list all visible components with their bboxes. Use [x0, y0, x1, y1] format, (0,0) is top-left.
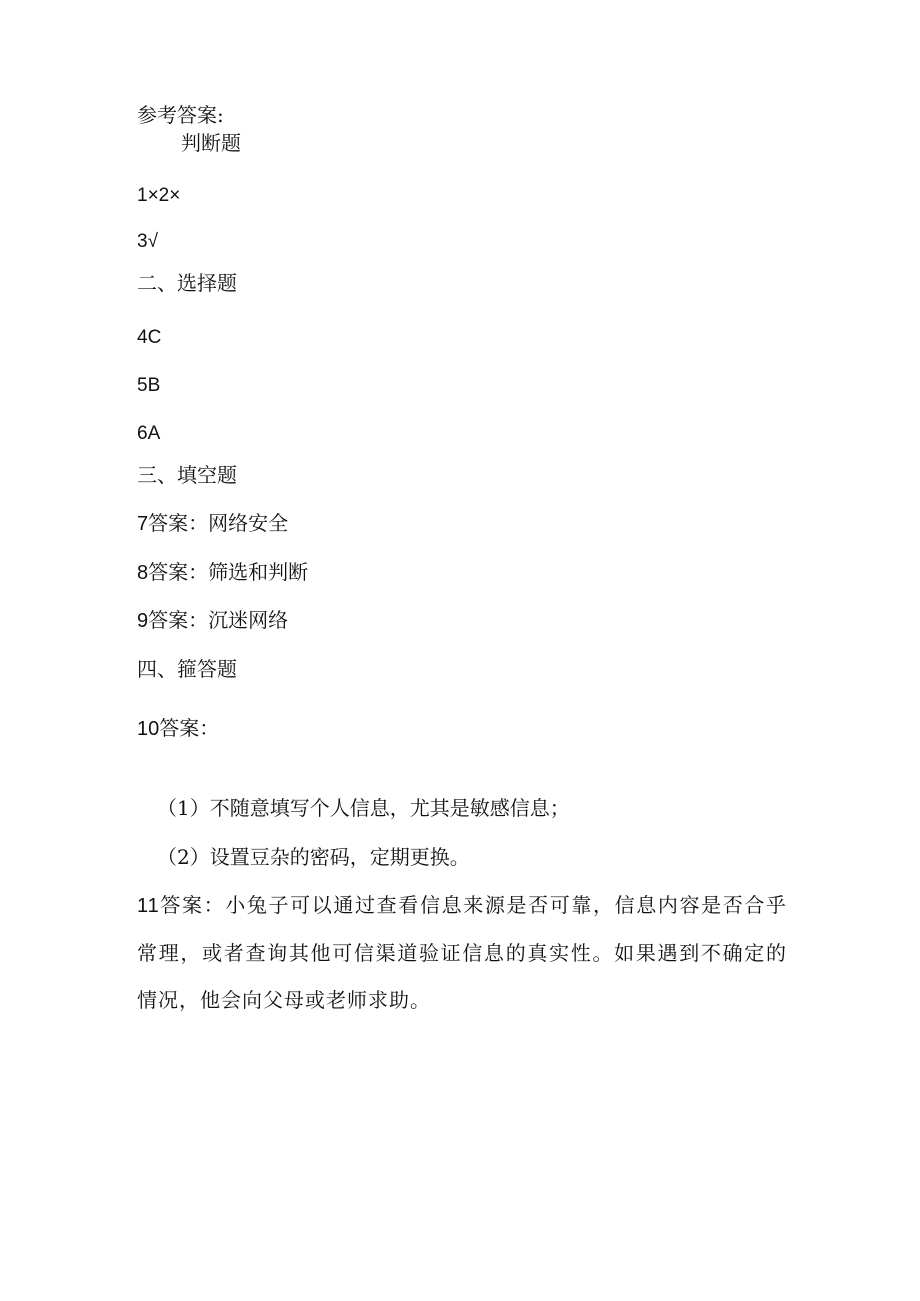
item-text: 设置豆杂的密码，定期更换。 — [209, 845, 470, 869]
answer-fill-9 — [137, 608, 288, 633]
section-heading-fill: 三、填空题 — [137, 463, 237, 487]
answer-short-10-label — [137, 716, 219, 741]
item-marker: （2） — [157, 845, 210, 869]
section-heading-choice: 二、选择题 — [137, 271, 237, 295]
section-heading-judge: 判断题 — [181, 131, 241, 155]
section-heading-short: 四、箍答题 — [137, 657, 237, 681]
question-number: 11 — [137, 895, 160, 917]
answer-fill-7 — [137, 511, 288, 536]
answer-text: 答案：筛选和判断 — [148, 560, 309, 584]
answer-judge-1-2: 1×2× — [137, 185, 181, 206]
question-number: 7 — [137, 513, 149, 535]
answer-text: 答案：沉迷网络 — [148, 608, 289, 632]
answer-label: 答案： — [159, 716, 220, 740]
answer-short-10-item-1 — [157, 796, 570, 820]
question-number: 8 — [137, 562, 149, 584]
answer-choice-6: 6A — [137, 423, 161, 444]
question-number: 9 — [137, 610, 149, 632]
question-number: 10 — [137, 718, 160, 740]
answer-choice-4: 4C — [137, 327, 162, 348]
answer-paragraph: 答案：小兔子可以通过查看信息来源是否可靠，信息内容是否合乎常理，或者查询其他可信渠道验证信息的真实性。如果遇到不确定的情况，他会向父母或老师求助。 — [137, 893, 787, 1012]
answer-judge-3: 3√ — [137, 231, 158, 252]
item-text: 不随意填写个人信息，尤其是敏感信息； — [209, 796, 570, 820]
answer-short-11 — [137, 882, 787, 1024]
answer-fill-8 — [137, 560, 308, 585]
answer-short-10-item-2 — [157, 845, 470, 869]
answer-choice-5: 5B — [137, 375, 161, 396]
page-title: 参考答案: — [137, 103, 224, 127]
item-marker: （1） — [157, 796, 210, 820]
answer-text: 答案：网络安全 — [148, 511, 289, 535]
